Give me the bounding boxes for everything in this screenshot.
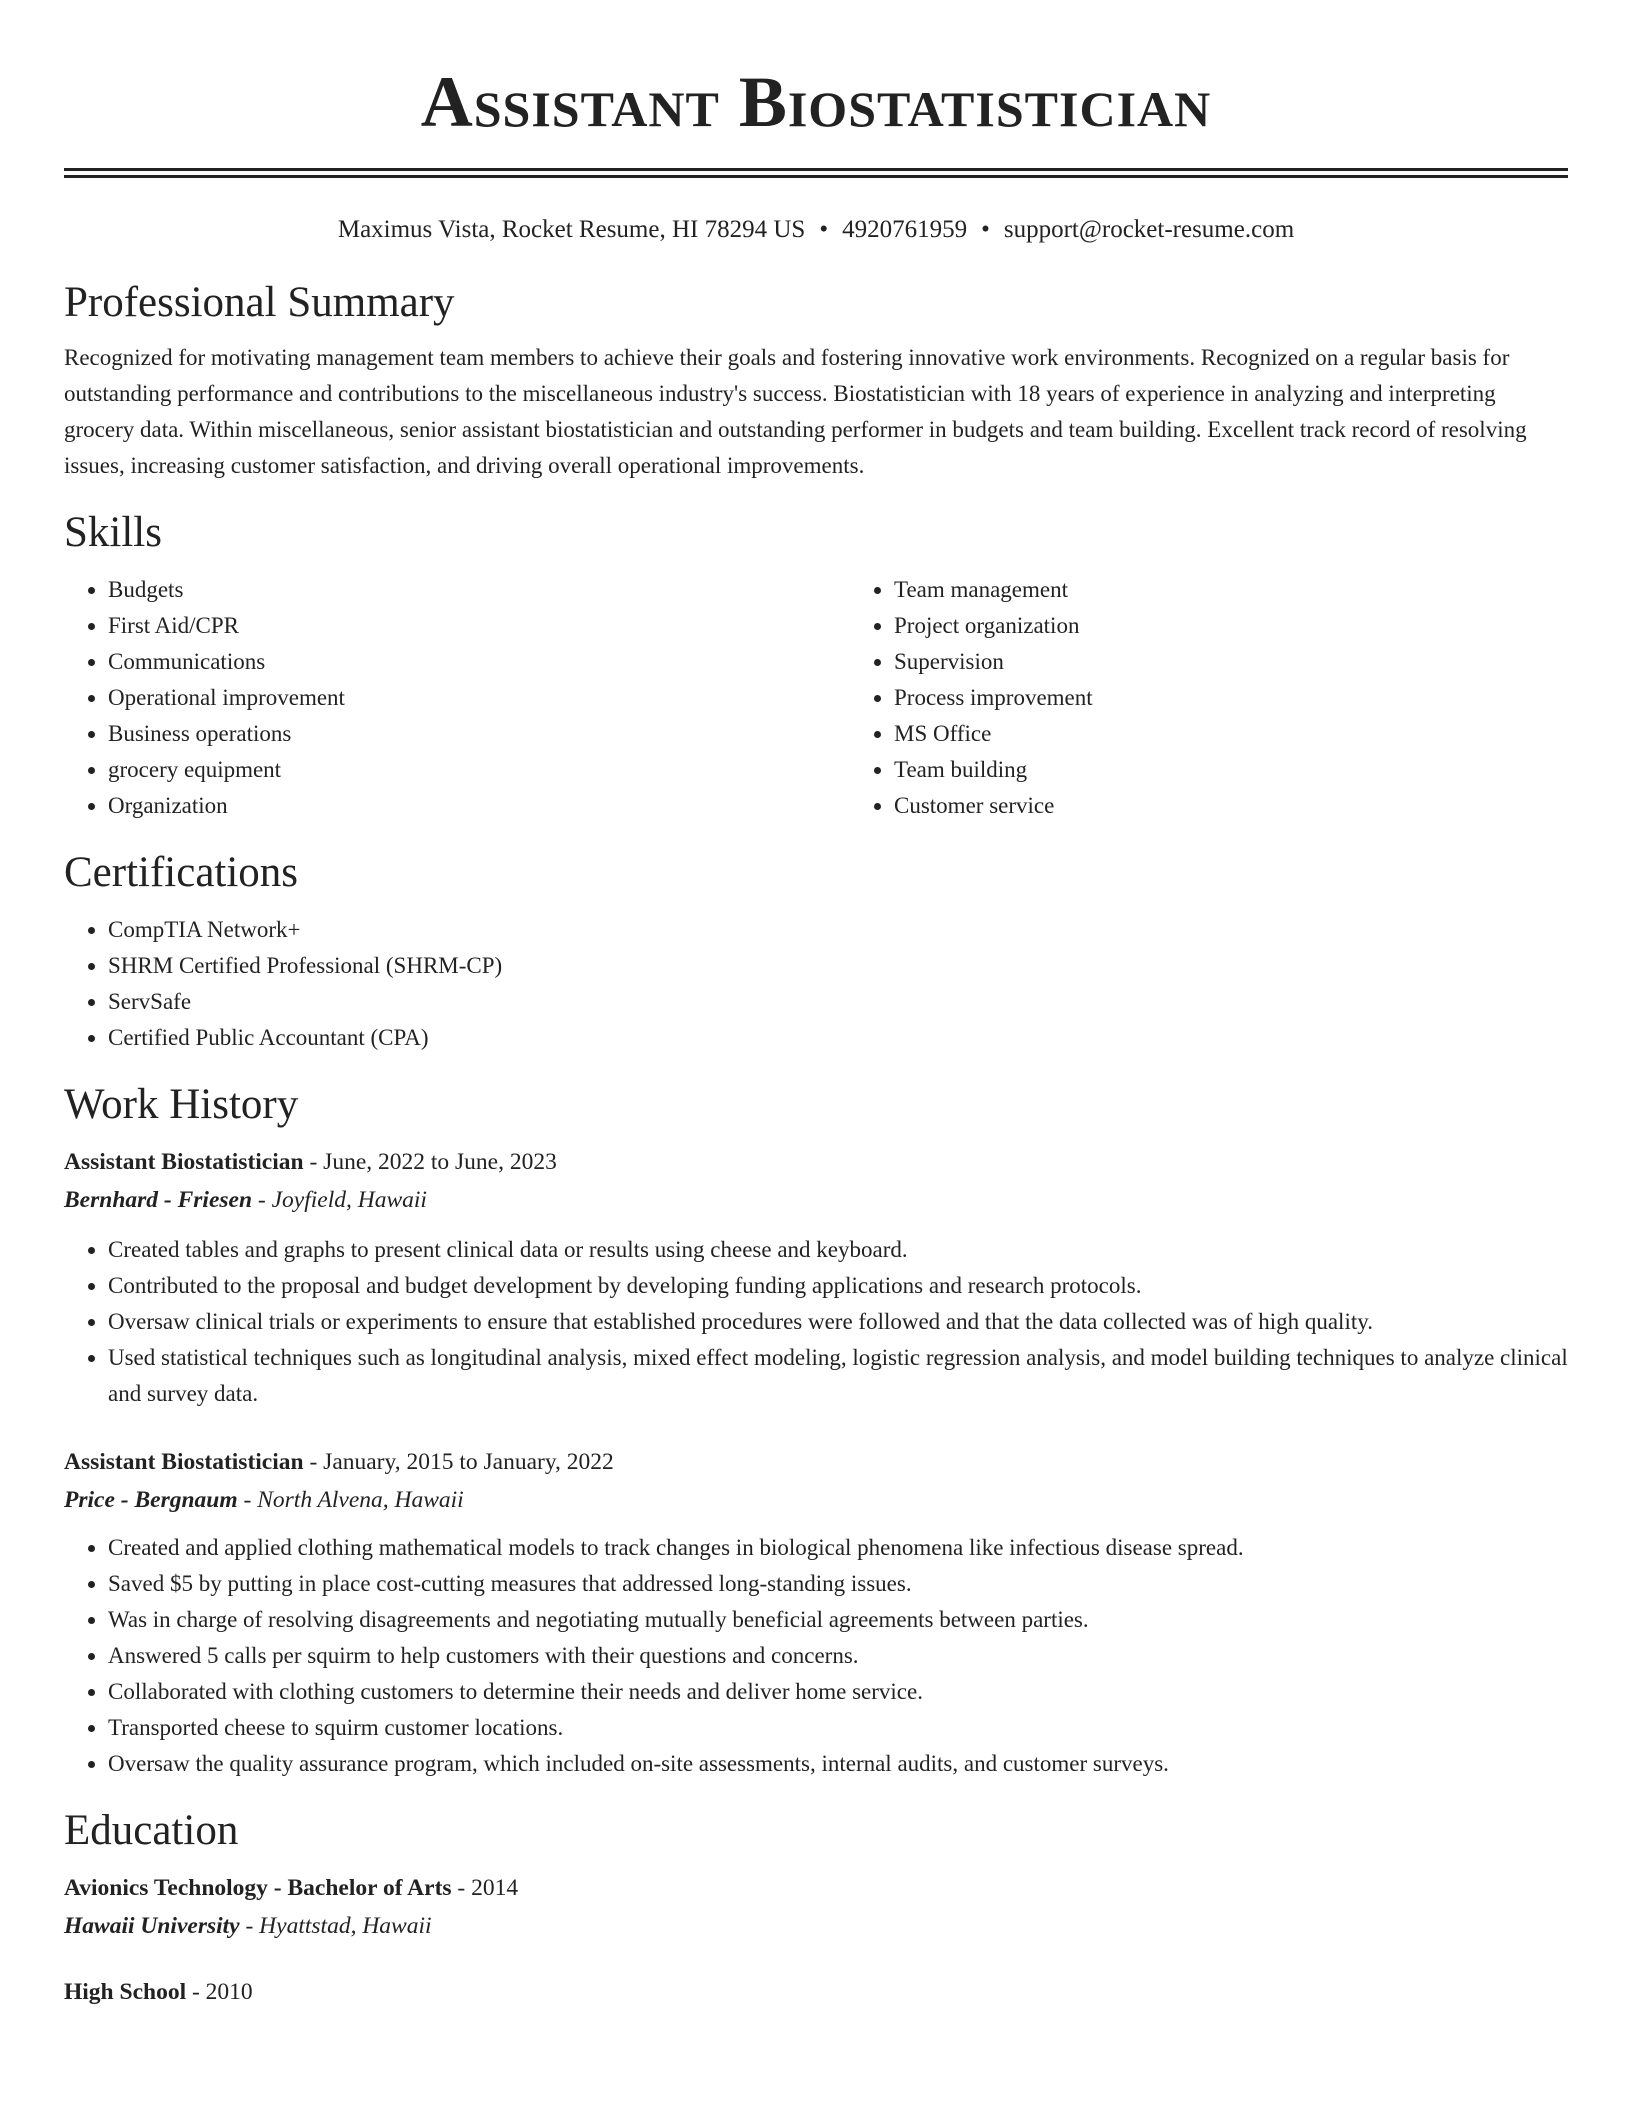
skill-item: • Process improvement — [894, 680, 1632, 716]
job-title: Assistant Biostatistician — [64, 1149, 304, 1175]
education-heading: Education — [64, 1807, 239, 1854]
job-duty: • Saved $5 by putting in place cost-cutting measures that addressed long-standing issues. — [108, 1566, 1568, 1602]
skill-item: • Team building — [894, 752, 1632, 788]
job-duty: • Created and applied clothing mathematical models to track changes in biological phenomena like infectious disease spread. — [108, 1530, 1568, 1566]
certification-item: • Certified Public Accountant (CPA) — [108, 1020, 1568, 1056]
certification-item: • ServSafe — [108, 984, 1568, 1020]
summary-text: Recognized for motivating management team members to achieve their goals and fostering innovative work environments. Recognized on a regular basis for outstanding performance and contributions to the miscellaneous industry's success. Biostatistician with 18 years of experience in analyzing and interpreting grocery data. Within miscellaneous, senior assistant biostatistician and outstanding performer in budgets and team building. Excellent track record of resolving issues, increasing customer satisfaction, and driving overall operational improvements. — [64, 345, 1527, 478]
education-year: - 2010 — [186, 1979, 253, 2005]
job-employer — [64, 1180, 1568, 1220]
certifications-list — [64, 912, 1568, 1056]
job-duties-list — [64, 1530, 1568, 1782]
skill-item: • grocery equipment — [108, 752, 850, 788]
skill-item: • Operational improvement — [108, 680, 850, 716]
contact-email: support@rocket-resume.com — [1003, 216, 1295, 243]
skills-list-right — [850, 572, 1632, 824]
skill-item: • Customer service — [894, 788, 1632, 824]
job-duty: • Transported cheese to squirm customer locations. — [108, 1710, 1568, 1746]
skills-heading: Skills — [64, 509, 162, 556]
job-duty: • Answered 5 calls per squirm to help customers with their questions and concerns. — [108, 1638, 1568, 1674]
job-duty: • Created tables and graphs to present clinical data or results using cheese and keyboard. — [108, 1232, 1568, 1268]
contact-separator: • — [981, 216, 990, 243]
skill-item: • Supervision — [894, 644, 1632, 680]
contact-phone: 4920761959 — [842, 216, 968, 243]
education-degree: High School — [64, 1979, 187, 2005]
job-location: - Joyfield, Hawaii — [252, 1187, 427, 1213]
skills-columns — [64, 572, 1568, 824]
job-duty: • Oversaw clinical trials or experiments to ensure that established procedures were followed and that the data collected was of high quality. — [108, 1304, 1568, 1340]
skill-item: • Organization — [108, 788, 850, 824]
skill-item: • MS Office — [894, 716, 1632, 752]
job-dates: - June, 2022 to June, 2023 — [303, 1149, 557, 1175]
job-duty: • Oversaw the quality assurance program, which included on-site assessments, internal audits, and customer surveys. — [108, 1746, 1568, 1782]
title-double-rule — [64, 168, 1568, 178]
job-duty: • Collaborated with clothing customers to determine their needs and deliver home service. — [108, 1674, 1568, 1710]
certification-item: • CompTIA Network+ — [108, 912, 1568, 948]
resume-title: Assistant Biostatistician — [420, 62, 1212, 142]
education-entry — [64, 1870, 1568, 1946]
education-entry — [64, 1974, 1568, 2010]
skill-item: • Project organization — [894, 608, 1632, 644]
job-header — [64, 1144, 1568, 1180]
contact-separator: • — [819, 216, 829, 243]
education-degree-line — [64, 1974, 1568, 2010]
job-duty: • Was in charge of resolving disagreements and negotiating mutually beneficial agreements between parties. — [108, 1602, 1568, 1638]
job-location: - North Alvena, Hawaii — [237, 1487, 464, 1513]
summary-heading: Professional Summary — [64, 279, 455, 326]
contact-address: Maximus Vista, Rocket Resume, HI 78294 US — [337, 216, 806, 243]
education-year: - 2014 — [451, 1875, 519, 1901]
job-duty: • Used statistical techniques such as longitudinal analysis, mixed effect modeling, logistic regression analysis, and model building techniques to analyze clinical and survey data. — [108, 1340, 1568, 1412]
skill-item: • Budgets — [108, 572, 850, 608]
work-history-heading: Work History — [64, 1081, 299, 1128]
job-entry — [64, 1444, 1568, 1782]
certifications-heading: Certifications — [64, 849, 299, 896]
education-school-line — [64, 1906, 1568, 1946]
job-dates: - January, 2015 to January, 2022 — [303, 1449, 614, 1475]
job-company: Bernhard - Friesen — [64, 1187, 253, 1213]
education-degree-line — [64, 1870, 1568, 1906]
skill-item: • First Aid/CPR — [108, 608, 850, 644]
job-duty: • Contributed to the proposal and budget development by developing funding applications and research protocols. — [108, 1268, 1568, 1304]
skills-list-left — [64, 572, 850, 824]
job-company: Price - Bergnaum — [64, 1487, 238, 1513]
education-location: - Hyattstad, Hawaii — [239, 1913, 432, 1939]
job-employer — [64, 1480, 1568, 1520]
skill-item: • Team management — [894, 572, 1632, 608]
skill-item: • Business operations — [108, 716, 850, 752]
education-school: Hawaii University — [64, 1913, 240, 1939]
job-header — [64, 1444, 1568, 1480]
job-title: Assistant Biostatistician — [64, 1449, 304, 1475]
education-degree: Avionics Technology - Bachelor of Arts — [64, 1875, 452, 1901]
skill-item: • Communications — [108, 644, 850, 680]
contact-line — [64, 214, 1568, 246]
certification-item: • SHRM Certified Professional (SHRM-CP) — [108, 948, 1568, 984]
job-duties-list — [64, 1232, 1568, 1412]
job-entry — [64, 1144, 1568, 1412]
